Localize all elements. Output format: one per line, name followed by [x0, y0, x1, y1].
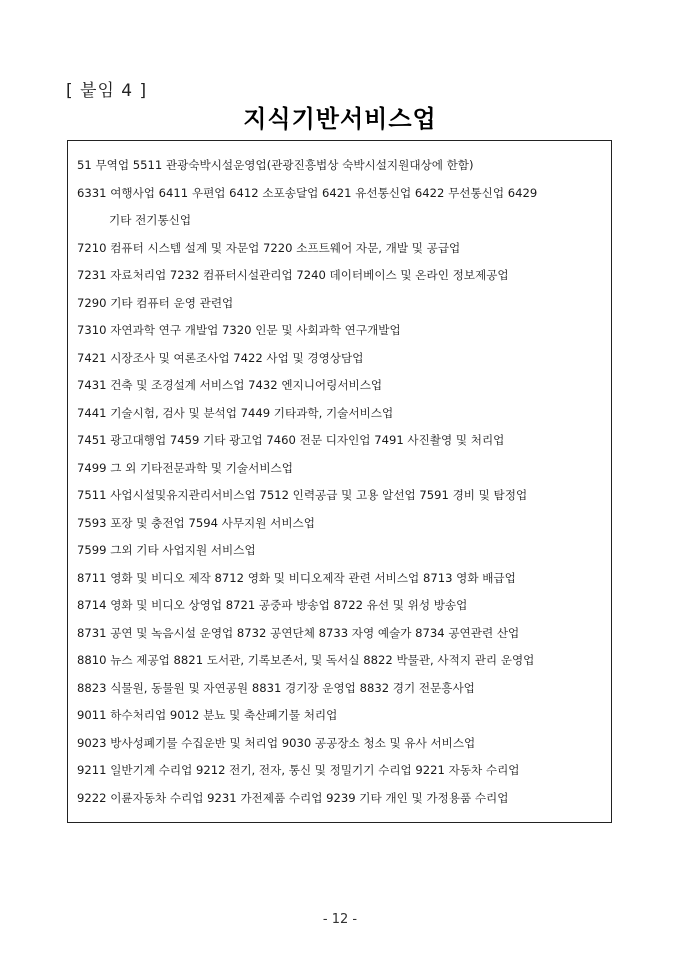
- page-number: - 12 -: [322, 912, 358, 927]
- list-item: 7499 그 외 기타전문과학 및 기술서비스업: [77, 460, 293, 475]
- list-item: 7451 광고대행업 7459 기타 광고업 7460 전문 디자인업 7491 사진촬영 및 처리업: [77, 433, 505, 447]
- list-item: 7210 컴퓨터 시스템 설계 및 자문업 7220 소프트웨어 자문, 개발 및 공급업: [77, 240, 461, 255]
- list-item: 7290 기타 컴퓨터 운영 관련업: [77, 295, 234, 310]
- list-item: 7599 그외 기타 사업지원 서비스업: [77, 543, 256, 557]
- list-item: 6331 여행사업 6411 우편업 6412 소포송달업 6421 유선통신업 6422 무선통신업 6429: [77, 185, 538, 200]
- attachment-label: [ 붙임 4 ]: [66, 81, 148, 101]
- list-item: 7310 자연과학 연구 개발업 7320 인문 및 사회과학 연구개발업: [77, 323, 401, 337]
- list-item: 9222 이륜자동차 수리업 9231 가전제품 수리업 9239 기타 개인 및 가정용품 수리업: [77, 790, 509, 805]
- list-item: 9023 방사성폐기물 수집운반 및 처리업 9030 공공장소 청소 및 유사 서비스업: [77, 735, 476, 750]
- industry-list-box: [67, 140, 612, 823]
- list-item-continuation: 기타 전기통신업: [109, 213, 192, 227]
- industry-list: [77, 152, 607, 812]
- page-title: 지식기반서비스업: [243, 105, 437, 133]
- list-item: 7431 건축 및 조경설계 서비스업 7432 엔지니어링서비스업: [77, 378, 383, 392]
- list-item: 9011 하수처리업 9012 분뇨 및 축산폐기물 처리업: [77, 708, 338, 722]
- list-item: 8714 영화 및 비디오 상영업 8721 공중파 방송업 8722 유선 및 위성 방송업: [77, 598, 468, 612]
- list-item: 7511 사업시설및유지관리서비스업 7512 인력공급 및 고용 알선업 7591 경비 및 탐정업: [77, 488, 528, 502]
- list-item: 7421 시장조사 및 여론조사업 7422 사업 및 경영상담업: [77, 350, 364, 365]
- list-item: 8823 식물원, 동물원 및 자연공원 8831 경기장 운영업 8832 경기 전문흥사업: [77, 680, 475, 695]
- list-item: 7593 포장 및 충전업 7594 사무지원 서비스업: [77, 515, 315, 530]
- list-item: 8810 뉴스 제공업 8821 도서관, 기록보존서, 및 독서실 8822 박물관, 사적지 관리 운영업: [77, 653, 535, 667]
- list-item: 8731 공연 및 녹음시설 운영업 8732 공연단체 8733 자영 예술가 8734 공연관련 산업: [77, 625, 520, 640]
- list-item: 9211 일반기계 수리업 9212 전기, 전자, 통신 및 정밀기기 수리업 9221 자동차 수리업: [77, 763, 520, 777]
- list-item: 7441 기술시험, 검사 및 분석업 7449 기타과학, 기술서비스업: [77, 405, 394, 420]
- list-item: 51 무역업 5511 관광숙박시설운영업(관광진흥법상 숙박시설지원대상에 한함): [77, 158, 474, 172]
- list-item: 8711 영화 및 비디오 제작 8712 영화 및 비디오제작 관련 서비스업 8713 영화 배급업: [77, 570, 516, 585]
- list-item: 7231 자료처리업 7232 컴퓨터시설관리업 7240 데이터베이스 및 온라인 정보제공업: [77, 268, 509, 282]
